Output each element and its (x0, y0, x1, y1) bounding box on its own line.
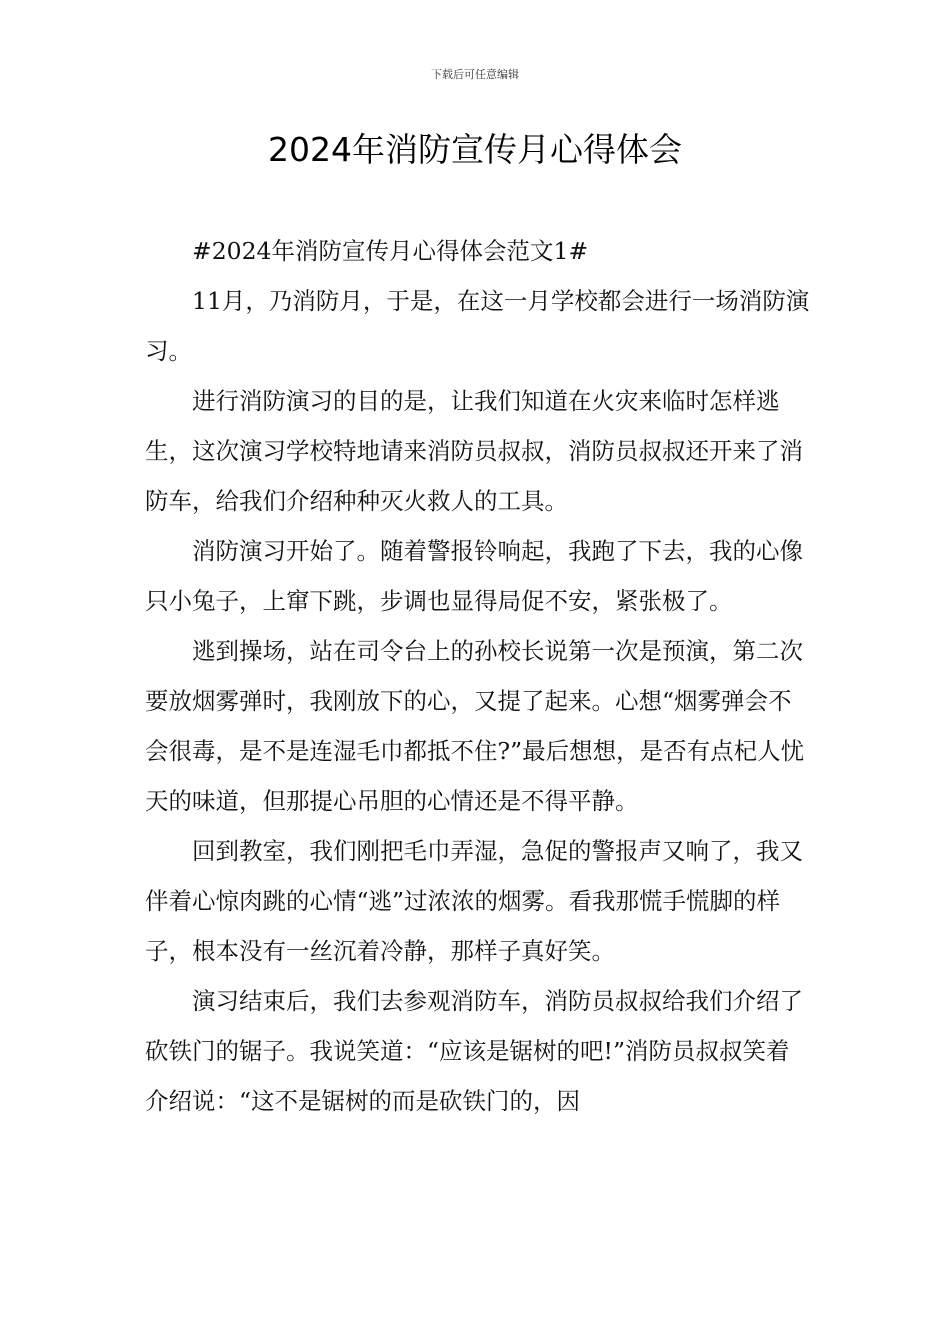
document-body (145, 226, 810, 1126)
paragraph: 演习结束后，我们去参观消防车，消防员叔叔给我们介绍了砍铁门的锯子。我说笑道：“应该是锯树的吧!”消防员叔叔笑着介绍说：“这不是锯树的而是砍铁门的，因 (145, 987, 803, 1115)
paragraph: 回到教室，我们刚把毛巾弄湿，急促的警报声又响了，我又伴着心惊肉跳的心情“逃”过浓浓的烟雾。看我那慌手慌脚的样子，根本没有一丝沉着冷静，那样子真好笑。 (145, 837, 803, 965)
paragraph: 逃到操场，站在司令台上的孙校长说第一次是预演，第二次要放烟雾弹时，我刚放下的心，又提了起来。心想“烟雾弹会不会很毒，是不是连湿毛巾都抵不住?”最后想想，是否有点杞人忧天的味道，但那提心吊胆的心情还是不得平静。 (145, 637, 805, 815)
document-title: 2024年消防宣传月心得体会 (268, 130, 682, 169)
paragraph: #2024年消防宣传月心得体会范文1# (192, 237, 589, 265)
header-note: 下载后可任意编辑 (431, 68, 519, 81)
paragraph: 11月，乃消防月，于是，在这一月学校都会进行一场消防演习。 (145, 287, 810, 365)
paragraph: 进行消防演习的目的是，让我们知道在火灾来临时怎样逃生，这次演习学校特地请来消防员叔叔，消防员叔叔还开来了消防车，给我们介绍种种灭火救人的工具。 (145, 387, 803, 515)
paragraph: 消防演习开始了。随着警报铃响起，我跑了下去，我的心像只小兔子，上窜下跳，步调也显得局促不安，紧张极了。 (145, 537, 803, 615)
